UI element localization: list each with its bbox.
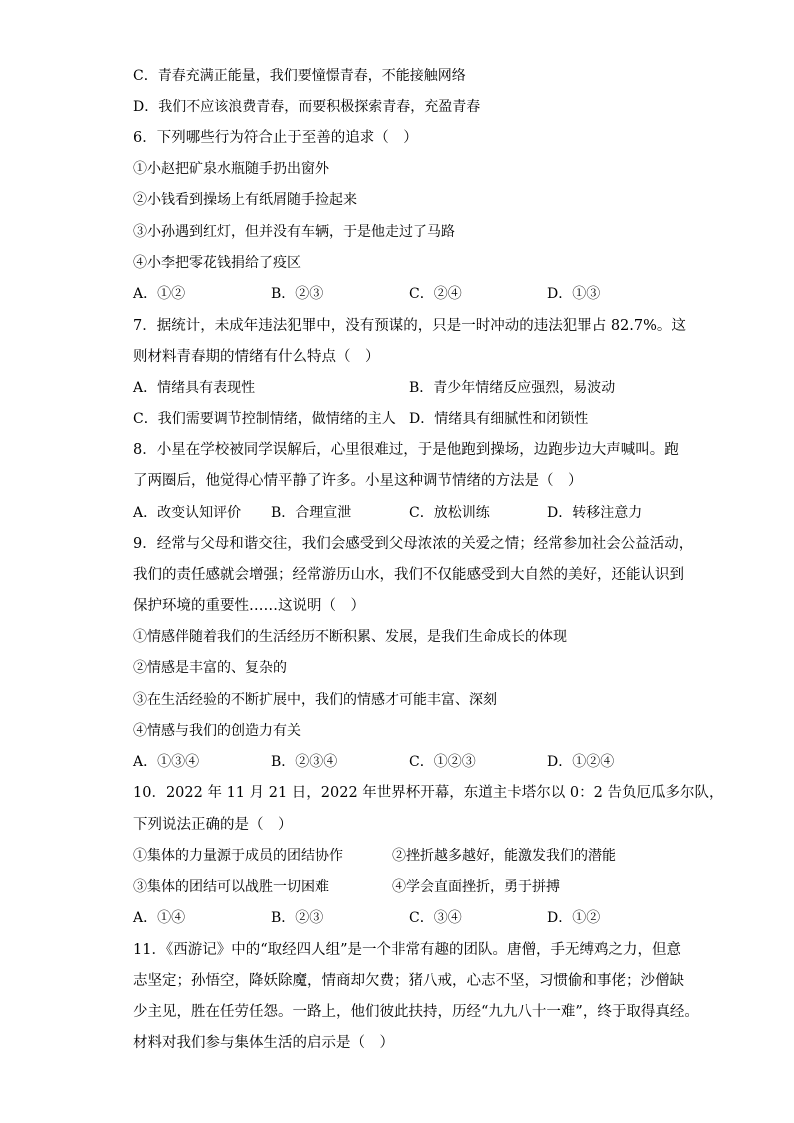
option-d: D．转移注意力 <box>547 505 643 521</box>
option-b: B．合理宣泄 <box>271 505 352 521</box>
option-c: C．③④ <box>409 910 462 926</box>
option-c: C．①②③ <box>409 754 476 770</box>
question-8-stem: 8．小星在学校被同学误解后，心里很难过，于是他跑到操场，边跑步边大声喊叫。跑 <box>133 442 679 458</box>
option-c: C．②④ <box>409 286 462 302</box>
statement-item: ③小孙遇到红灯，但并没有车辆，于是他走过了马路 <box>133 224 455 240</box>
statement-item: ②小钱看到操场上有纸屑随手捡起来 <box>133 192 357 208</box>
question-11-stem-cont: 材料对我们参与集体生活的启示是（ ） <box>133 1035 394 1051</box>
option-c: C．放松训练 <box>409 505 490 521</box>
statement-item: ①小赵把矿泉水瓶随手扔出窗外 <box>133 161 329 177</box>
option-b: B．青少年情绪反应强烈，易波动 <box>409 380 616 396</box>
statement-item: ①集体的力量源于成员的团结协作 <box>133 848 343 864</box>
question-10-stem-cont: 下列说法正确的是（ ） <box>133 817 293 833</box>
option-d: D．情绪具有细腻性和闭锁性 <box>409 411 589 427</box>
question-11-stem-cont: 少主见，胜在任劳任怨。一路上，他们彼此扶持，历经“九九八十一难”，终于取得真经。 <box>133 1004 699 1020</box>
option-a: A．①② <box>133 286 186 302</box>
option-d: D．①② <box>547 910 601 926</box>
option-a: A．①③④ <box>133 754 200 770</box>
option-b: B．②③ <box>271 910 324 926</box>
question-10-stem: 10．2022 年 11 月 21 日，2022 年世界杯开幕，东道主卡塔尔以 0：2 告负厄瓜多尔队， <box>133 785 724 801</box>
question-9-stem-cont: 保护环境的重要性……这说明（ ） <box>133 598 365 614</box>
option-c: C．青春充满正能量，我们要憧憬青春，不能接触网络 <box>133 68 466 84</box>
option-c: C．我们需要调节控制情绪，做情绪的主人 <box>133 411 396 427</box>
question-9-stem-cont: 我们的责任感就会增强；经常游历山水，我们不仅能感受到大自然的美好，还能认识到 <box>133 567 684 583</box>
question-7-stem: 7．据统计，未成年违法犯罪中，没有预谋的，只是一时冲动的违法犯罪占 82.7%。这 <box>133 318 686 334</box>
question-7-stem-cont: 则材料青春期的情绪有什么特点（ ） <box>133 349 380 365</box>
option-d: D．①③ <box>547 286 601 302</box>
option-d: D．我们不应该浪费青春，而要积极探索青春，充盈青春 <box>133 99 481 115</box>
question-8-stem-cont: 了两圈后，他觉得心情平静了许多。小星这种调节情绪的方法是（ ） <box>133 473 583 489</box>
statement-item: ④情感与我们的创造力有关 <box>133 723 301 739</box>
question-6-stem: 6．下列哪些行为符合止于至善的追求（ ） <box>133 130 418 146</box>
option-d: D．①②④ <box>547 754 615 770</box>
question-11-stem: 11．《西游记》中的“取经四人组”是一个非常有趣的团队。唐僧，手无缚鸡之力，但意 <box>133 942 682 958</box>
statement-item: ③在生活经验的不断扩展中，我们的情感才可能丰富、深刻 <box>133 692 497 708</box>
option-a: A．情绪具有表现性 <box>133 380 256 396</box>
statement-item: ④学会直面挫折，勇于拼搏 <box>392 879 560 895</box>
option-b: B．②③ <box>271 286 324 302</box>
question-11-stem-cont: 志坚定；孙悟空，降妖除魔，情商却欠费；猪八戒，心志不坚，习惯偷和事佬；沙僧缺 <box>133 973 684 989</box>
option-a: A．改变认知评价 <box>133 505 242 521</box>
statement-item: ④小李把零花钱捐给了疫区 <box>133 255 301 271</box>
statement-item: ①情感伴随着我们的生活经历不断积累、发展，是我们生命成长的体现 <box>133 629 567 645</box>
statement-item: ③集体的团结可以战胜一切困难 <box>133 879 329 895</box>
statement-item: ②情感是丰富的、复杂的 <box>133 660 287 676</box>
question-9-stem: 9．经常与父母和谐交往，我们会感受到父母浓浓的关爱之情；经常参加社会公益活动， <box>133 536 694 552</box>
statement-item: ②挫折越多越好，能激发我们的潜能 <box>392 848 616 864</box>
option-a: A．①④ <box>133 910 186 926</box>
option-b: B．②③④ <box>271 754 338 770</box>
